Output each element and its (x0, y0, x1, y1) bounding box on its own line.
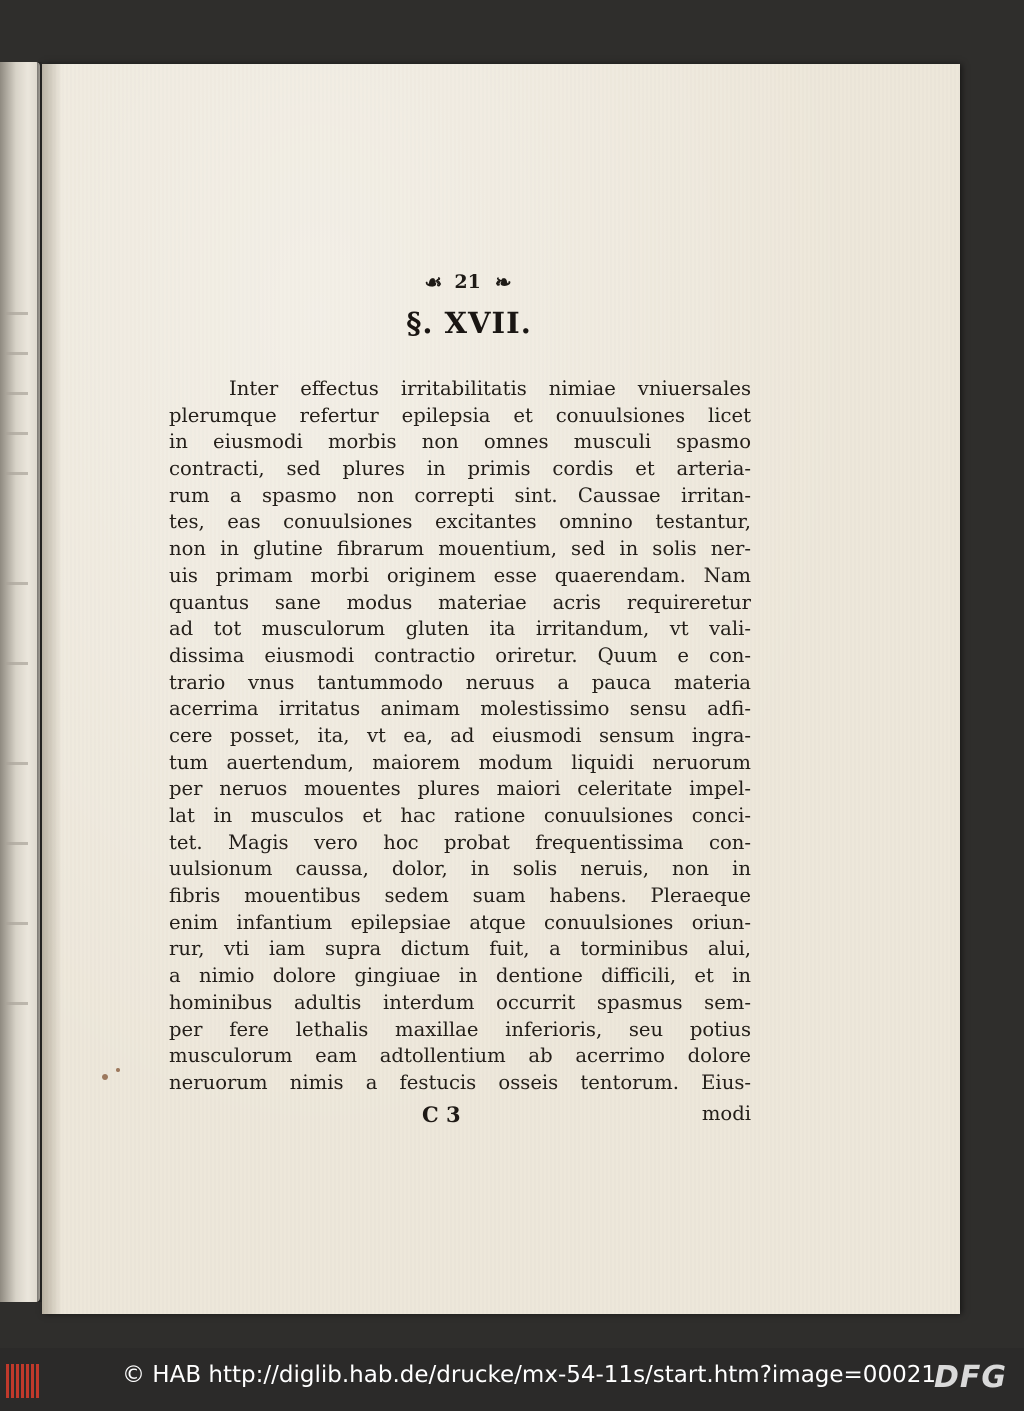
text-line: trario vnus tantummodo neruus a pauca materia (169, 670, 751, 694)
text-line: uis primam morbi originem esse quaerendam. Nam (169, 563, 751, 587)
text-line: hominibus adultis interdum occurrit spasmus sem- (169, 990, 751, 1014)
ink-stain-icon (102, 1074, 108, 1080)
page-header (397, 264, 537, 300)
page-footer-line (169, 1102, 751, 1132)
signature-mark: C 3 (422, 1102, 461, 1127)
text-line: plerumque refertur epilepsia et conuulsiones licet (169, 403, 751, 427)
text-line: quantus sane modus materiae acris requireretur (169, 590, 751, 614)
dfg-logo: DFG (934, 1360, 1008, 1395)
body-text (169, 376, 751, 1097)
hab-logo-icon (6, 1364, 40, 1398)
text-line: uulsionum caussa, dolor, in solis neruis, non in (169, 857, 751, 881)
text-line: tum auertendum, maiorem modum liquidi neruorum (169, 750, 751, 774)
previous-page-edge (0, 62, 40, 1302)
text-line: musculorum eam adtollentium ab acerrimo dolore (169, 1044, 751, 1068)
text-line: rur, vti iam supra dictum fuit, a torminibus alui, (169, 937, 751, 961)
ornament-right-icon: ❧ (494, 270, 510, 294)
copyright-link[interactable]: © HAB http://diglib.hab.de/drucke/mx-54-11s/start.htm?image=00021 (122, 1362, 936, 1388)
text-line: per fere lethalis maxillae inferioris, seu potius (169, 1017, 751, 1041)
text-line: neruorum nimis a festucis osseis tentorum. Eius- (169, 1070, 751, 1094)
footer-bar (0, 1348, 1024, 1411)
text-line: cere posset, ita, vt ea, ad eiusmodi sensum ingra- (169, 723, 751, 747)
ink-stain-icon (116, 1068, 120, 1072)
text-line: per neruos mouentes plures maiori celeritate impel- (169, 777, 751, 801)
text-line: dissima eiusmodi contractio oriretur. Quum e con- (169, 643, 751, 667)
text-line: a nimio dolore gingiuae in dentione difficili, et in (169, 964, 751, 988)
text-line: acerrima irritatus animam molestissimo sensu adfi- (169, 697, 751, 721)
page-number: 21 (454, 271, 481, 293)
book-page (42, 64, 960, 1314)
text-line: Inter effectus irritabilitatis nimiae vniuersales (229, 377, 751, 400)
section-title: §. XVII. (406, 306, 532, 340)
text-line: tes, eas conuulsiones excitantes omnino testantur, (169, 510, 751, 534)
ornament-left-icon: ☙ (424, 270, 441, 294)
text-line: non in glutine fibrarum mouentium, sed in solis ner- (169, 537, 751, 561)
text-line: tet. Magis vero hoc probat frequentissima con- (169, 830, 751, 854)
text-line: lat in musculos et hac ratione conuulsiones conci- (169, 804, 751, 827)
text-line: contracti, sed plures in primis cordis et arteria- (169, 457, 751, 481)
catchword: modi (701, 1102, 751, 1125)
text-line: rum a spasmo non correpti sint. Caussae irritan- (169, 483, 751, 507)
text-line: enim infantium epilepsiae atque conuulsiones oriun- (169, 910, 751, 934)
text-line: in eiusmodi morbis non omnes musculi spasmo (169, 430, 751, 454)
text-line: fibris mouentibus sedem suam habens. Pleraeque (169, 884, 751, 908)
text-line: ad tot musculorum gluten ita irritandum, vt vali- (169, 617, 751, 641)
